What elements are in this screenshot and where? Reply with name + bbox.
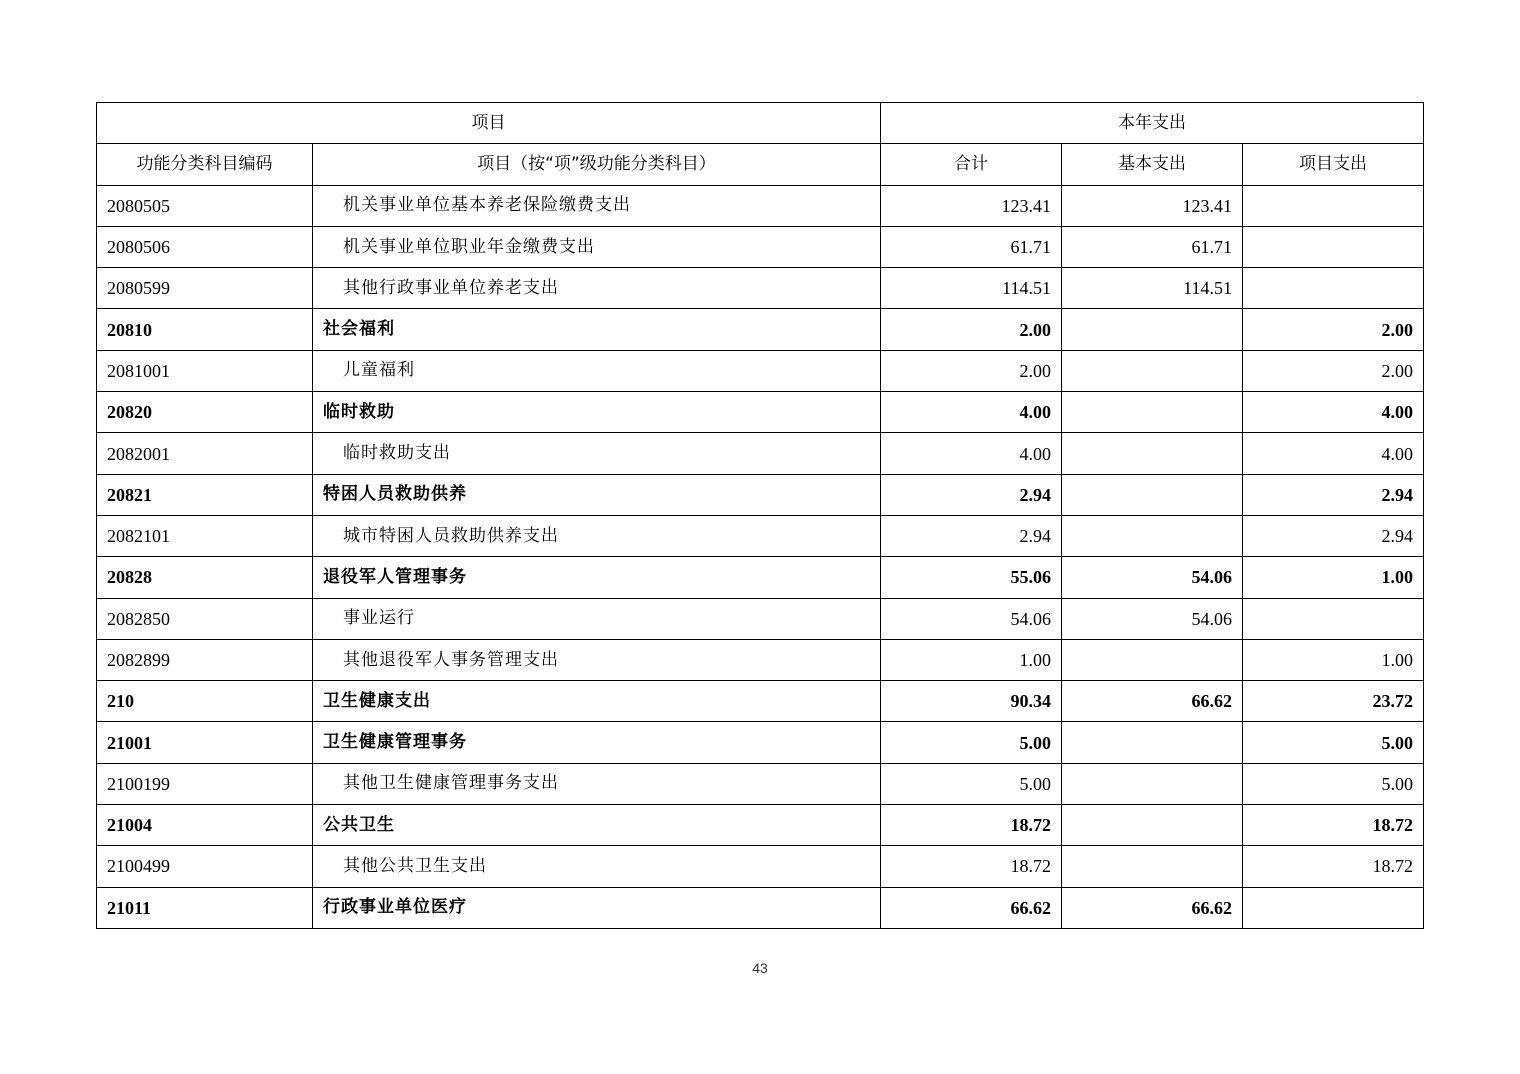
- row-project: 18.72: [1243, 805, 1424, 846]
- row-basic: 54.06: [1062, 557, 1243, 598]
- header-row-2: [97, 144, 1424, 185]
- header-basic: 基本支出: [1062, 144, 1243, 185]
- row-basic: 66.62: [1062, 887, 1243, 928]
- row-project: 4.00: [1243, 392, 1424, 433]
- page-number: 43: [752, 960, 768, 976]
- row-project: 2.94: [1243, 474, 1424, 515]
- row-project: 2.00: [1243, 350, 1424, 391]
- row-project: [1243, 598, 1424, 639]
- row-item-name: 临时救助: [313, 392, 881, 433]
- row-item-name: 公共卫生: [313, 805, 881, 846]
- row-project: [1243, 268, 1424, 309]
- table-row: [97, 763, 1424, 804]
- row-code: 2082101: [97, 515, 313, 556]
- row-project: [1243, 887, 1424, 928]
- row-code: 21004: [97, 805, 313, 846]
- row-project: 4.00: [1243, 433, 1424, 474]
- row-basic: [1062, 763, 1243, 804]
- row-total: 5.00: [881, 763, 1062, 804]
- header-item-name: 项目（按“项”级功能分类科目）: [313, 144, 881, 185]
- header-project-expenditure: 项目支出: [1243, 144, 1424, 185]
- row-item-name: 卫生健康管理事务: [313, 722, 881, 763]
- row-basic: 114.51: [1062, 268, 1243, 309]
- row-item-name: 其他行政事业单位养老支出: [313, 268, 881, 309]
- row-item-name: 行政事业单位医疗: [313, 887, 881, 928]
- row-total: 54.06: [881, 598, 1062, 639]
- expenditure-table: [96, 102, 1424, 929]
- table-row: [97, 350, 1424, 391]
- table-row: [97, 309, 1424, 350]
- row-total: 2.94: [881, 474, 1062, 515]
- row-code: 21011: [97, 887, 313, 928]
- row-code: 20820: [97, 392, 313, 433]
- row-basic: [1062, 846, 1243, 887]
- row-total: 90.34: [881, 681, 1062, 722]
- row-basic: [1062, 722, 1243, 763]
- row-basic: [1062, 350, 1243, 391]
- header-row-1: [97, 103, 1424, 144]
- row-basic: [1062, 392, 1243, 433]
- table-row: [97, 268, 1424, 309]
- row-basic: [1062, 433, 1243, 474]
- row-total: 2.00: [881, 350, 1062, 391]
- header-current-year-expenditure: 本年支出: [881, 103, 1424, 144]
- table-row: [97, 474, 1424, 515]
- row-code: 210: [97, 681, 313, 722]
- row-code: 2080599: [97, 268, 313, 309]
- row-code: 20810: [97, 309, 313, 350]
- row-item-name: 社会福利: [313, 309, 881, 350]
- row-code: 2082850: [97, 598, 313, 639]
- row-item-name: 事业运行: [313, 598, 881, 639]
- row-code: 2080506: [97, 226, 313, 267]
- table-row: [97, 805, 1424, 846]
- row-basic: 54.06: [1062, 598, 1243, 639]
- row-project: 18.72: [1243, 846, 1424, 887]
- row-total: 1.00: [881, 639, 1062, 680]
- row-item-name: 儿童福利: [313, 350, 881, 391]
- row-item-name: 其他公共卫生支出: [313, 846, 881, 887]
- row-code: 2082899: [97, 639, 313, 680]
- row-total: 4.00: [881, 433, 1062, 474]
- row-total: 4.00: [881, 392, 1062, 433]
- row-item-name: 机关事业单位职业年金缴费支出: [313, 226, 881, 267]
- table-row: [97, 392, 1424, 433]
- row-project: 2.94: [1243, 515, 1424, 556]
- header-code: 功能分类科目编码: [97, 144, 313, 185]
- row-basic: [1062, 474, 1243, 515]
- row-code: 2100499: [97, 846, 313, 887]
- table-row: [97, 433, 1424, 474]
- row-item-name: 卫生健康支出: [313, 681, 881, 722]
- row-item-name: 其他退役军人事务管理支出: [313, 639, 881, 680]
- header-project: 项目: [97, 103, 881, 144]
- row-basic: 61.71: [1062, 226, 1243, 267]
- table-body: [97, 185, 1424, 928]
- row-total: 2.00: [881, 309, 1062, 350]
- row-basic: [1062, 639, 1243, 680]
- row-code: 20821: [97, 474, 313, 515]
- row-code: 20828: [97, 557, 313, 598]
- row-total: 114.51: [881, 268, 1062, 309]
- row-project: [1243, 185, 1424, 226]
- row-project: [1243, 226, 1424, 267]
- row-item-name: 城市特困人员救助供养支出: [313, 515, 881, 556]
- row-basic: [1062, 805, 1243, 846]
- row-code: 2082001: [97, 433, 313, 474]
- row-item-name: 退役军人管理事务: [313, 557, 881, 598]
- row-code: 2080505: [97, 185, 313, 226]
- row-total: 18.72: [881, 846, 1062, 887]
- table-row: [97, 846, 1424, 887]
- row-code: 2081001: [97, 350, 313, 391]
- row-total: 123.41: [881, 185, 1062, 226]
- row-code: 21001: [97, 722, 313, 763]
- table-row: [97, 598, 1424, 639]
- row-basic: 123.41: [1062, 185, 1243, 226]
- table-row: [97, 185, 1424, 226]
- row-total: 18.72: [881, 805, 1062, 846]
- header-total: 合计: [881, 144, 1062, 185]
- row-project: 5.00: [1243, 722, 1424, 763]
- row-total: 61.71: [881, 226, 1062, 267]
- table-row: [97, 515, 1424, 556]
- row-project: 2.00: [1243, 309, 1424, 350]
- row-total: 2.94: [881, 515, 1062, 556]
- row-item-name: 其他卫生健康管理事务支出: [313, 763, 881, 804]
- row-project: 23.72: [1243, 681, 1424, 722]
- table-row: [97, 639, 1424, 680]
- row-project: 1.00: [1243, 639, 1424, 680]
- table-row: [97, 722, 1424, 763]
- row-item-name: 特困人员救助供养: [313, 474, 881, 515]
- row-project: 1.00: [1243, 557, 1424, 598]
- row-item-name: 临时救助支出: [313, 433, 881, 474]
- row-basic: [1062, 309, 1243, 350]
- table-row: [97, 226, 1424, 267]
- row-total: 5.00: [881, 722, 1062, 763]
- row-project: 5.00: [1243, 763, 1424, 804]
- table-row: [97, 681, 1424, 722]
- table-row: [97, 887, 1424, 928]
- row-total: 55.06: [881, 557, 1062, 598]
- row-item-name: 机关事业单位基本养老保险缴费支出: [313, 185, 881, 226]
- table-row: [97, 557, 1424, 598]
- row-total: 66.62: [881, 887, 1062, 928]
- row-basic: 66.62: [1062, 681, 1243, 722]
- row-basic: [1062, 515, 1243, 556]
- row-code: 2100199: [97, 763, 313, 804]
